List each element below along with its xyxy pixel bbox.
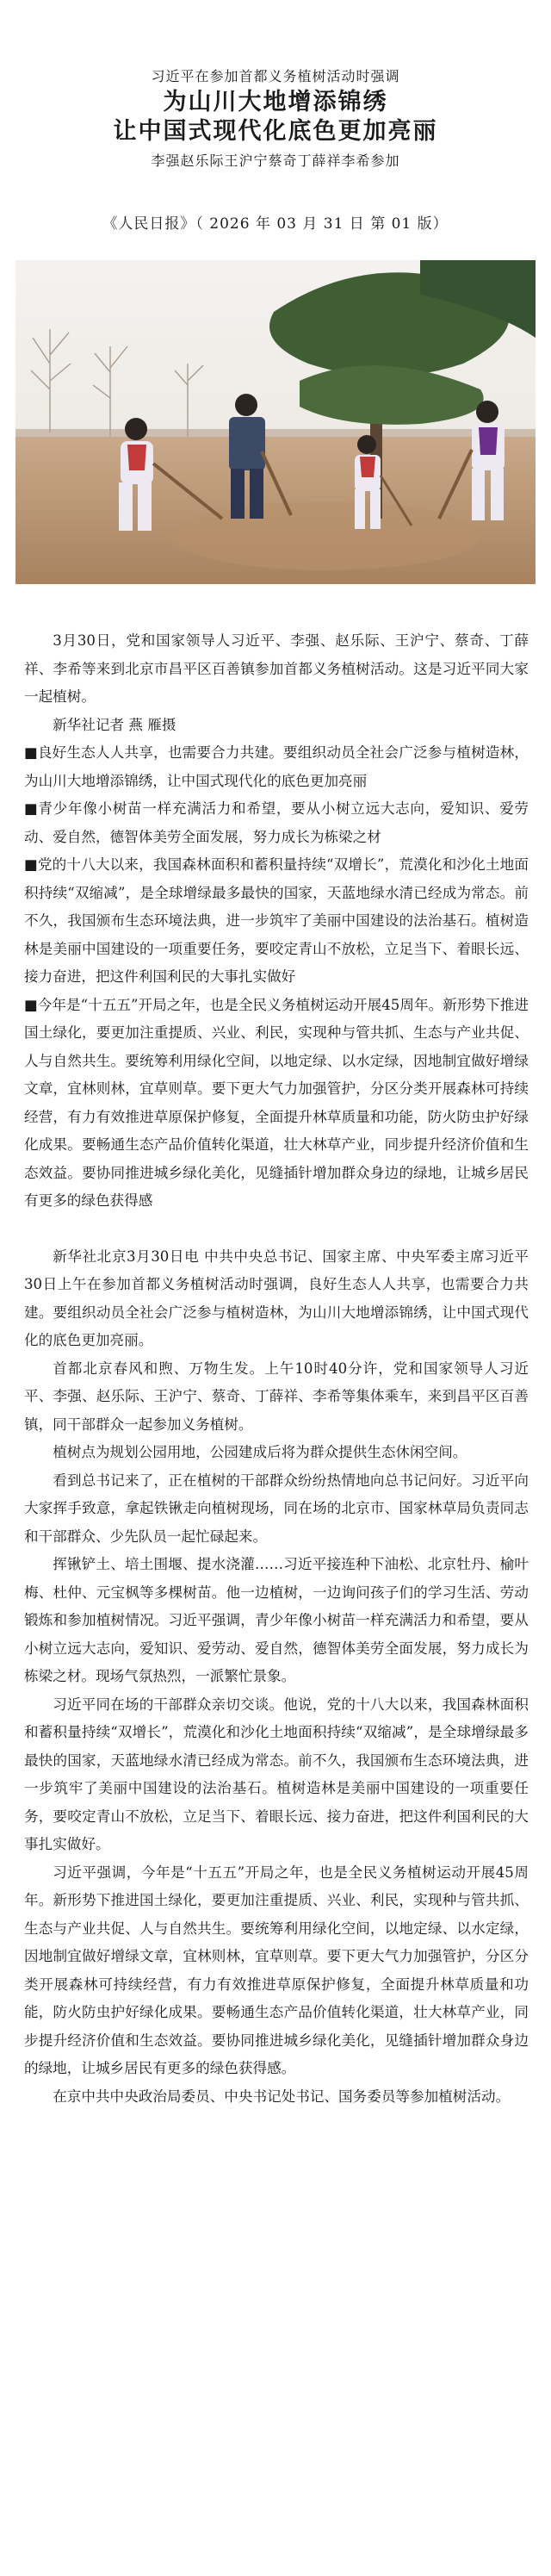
- paragraph-dateline: 新华社北京3月30日电 中共中央总书记、国家主席、中央军委主席习近平30日上午在参加首都义务植树活动时强调，良好生态人人共享，也需要合力共建。要组织动员全社会广泛参与植树造林，为山川大地增添锦绣，让中国式现代化的底色更加亮丽。: [24, 1248, 529, 1348]
- headline-line-1: 为山川大地增添锦绣: [163, 89, 388, 115]
- source-line: 《人民日报》（ 2026 年 03 月 31 日 第 01 版）: [102, 215, 449, 233]
- paragraph: 习近平同在场的干部群众亲切交谈。他说，党的十八大以来，我国森林面积和蓄积量持续“双增长”，荒漠化和沙化土地面积持续“双缩减”，是全球增绿最多最快的国家，天蓝地绿水清已经成为常态。前不久，我国颁布生态环境法典，进一步筑牢了美丽中国建设的法治基石。植树造林是美丽中国建设的一项重要任务，要咬定青山不放松，立足当下、着眼长远、接力奋进，把这件利国利民的大事扎实做好。: [24, 1696, 529, 1852]
- headline-line-2: 让中国式现代化底色更加亮丽: [113, 118, 438, 145]
- news-photo: [15, 260, 536, 584]
- paragraph: 植树点为规划公园用地，公园建成后将为群众提供生态休闲空间。: [53, 1444, 467, 1460]
- subhead: 李强赵乐际王沪宁蔡奇丁薛祥李希参加: [151, 152, 400, 169]
- article-header: [0, 0, 551, 234]
- tree-planting-photo: [15, 260, 536, 584]
- paragraph: 挥锹铲土、培土围堰、提水浇灌……习近平接连种下油松、北京牡丹、榆叶梅、杜仲、元宝枫等多棵树苗。他一边植树，一边询问孩子们的学习生活、劳动锻炼和参加植树情况。习近平强调，青少年像小树苗一样充满活力和希望，要从小树立远大志向，爱知识、爱劳动、爱自然，德智体美劳全面发展，努力成长为栋梁之材。现场气氛热烈，一派繁忙景象。: [24, 1556, 529, 1684]
- photo-caption: 3月30日，党和国家领导人习近平、李强、赵乐际、王沪宁、蔡奇、丁薛祥、李希等来到北京市昌平区百善镇参加首都义务植树活动。这是习近平同大家一起植树。: [24, 632, 529, 705]
- paragraph: 在京中共中央政治局委员、中央书记处书记、国务委员等参加植树活动。: [53, 2088, 511, 2105]
- paragraph: 看到总书记来了，正在植树的干部群众纷纷热情地向总书记问好。习近平向大家挥手致意，拿起铁锹走向植树现场，同在场的北京市、国家林草局负责同志和干部群众、少先队员一起忙碌起来。: [24, 1472, 529, 1545]
- highlight-4: ■今年是“十五五”开局之年，也是全民义务植树运动开展45周年。新形势下推进国土绿化，要更加注重提质、兴业、利民，实现种与管共抓、生态与产业共促、人与自然共生。要统筹利用绿化空间，以地定绿、以水定绿，因地制宜做好增绿文章，宜林则林，宜草则草。要下更大气力加强管护，分区分类开展森林可持续经营，有力有效推进草原保护修复，全面提升林草质量和功能，防火防虫护好绿化成果。要畅通生态产品价值转化渠道，壮大林草产业，同步提升经济价值和生态效益。要协同推进城乡绿化美化，见缝插针增加群众身边的绿地，让城乡居民有更多的绿色获得感: [24, 996, 529, 1209]
- article-body: [24, 627, 529, 2111]
- photo-credit: 新华社记者 燕 雁摄: [53, 716, 176, 733]
- highlight-2: ■青少年像小树苗一样充满活力和希望，要从小树立远大志向，爱知识、爱劳动、爱自然，德智体美劳全面发展，努力成长为栋梁之材: [24, 800, 529, 845]
- kicker: 习近平在参加首都义务植树活动时强调: [151, 68, 400, 84]
- paragraph: 习近平强调，今年是“十五五”开局之年，也是全民义务植树运动开展45周年。新形势下推进国土绿化，要更加注重提质、兴业、利民，实现种与管共抓、生态与产业共促、人与自然共生。要统筹利用绿化空间，以地定绿、以水定绿，因地制宜做好增绿文章，宜林则林，宜草则草。要下更大气力加强管护，分区分类开展森林可持续经营，有力有效推进草原保护修复，全面提升林草质量和功能，防火防虫护好绿化成果。要畅通生态产品价值转化渠道，壮大林草产业，同步提升经济价值和生态效益。要协同推进城乡绿化美化，见缝插针增加群众身边的绿地，让城乡居民有更多的绿色获得感。: [24, 1864, 529, 2076]
- spacer: [24, 1216, 529, 1243]
- highlight-3: ■党的十八大以来，我国森林面积和蓄积量持续“双增长”，荒漠化和沙化土地面积持续“双缩减”，是全球增绿最多最快的国家，天蓝地绿水清已经成为常态。前不久，我国颁布生态环境法典，进一步筑牢了美丽中国建设的法治基石。植树造林是美丽中国建设的一项重要任务，要咬定青山不放松，立足当下、着眼长远、接力奋进，把这件利国利民的大事扎实做好: [24, 856, 529, 985]
- paragraph: 首都北京春风和煦、万物生发。上午10时40分许，党和国家领导人习近平、李强、赵乐际、王沪宁、蔡奇、丁薛祥、李希等集体乘车，来到昌平区百善镇，同干部群众一起参加义务植树。: [24, 1360, 529, 1433]
- highlight-1: ■良好生态人人共享，也需要合力共建。要组织动员全社会广泛参与植树造林，为山川大地增添锦绣，让中国式现代化的底色更加亮丽: [24, 744, 529, 789]
